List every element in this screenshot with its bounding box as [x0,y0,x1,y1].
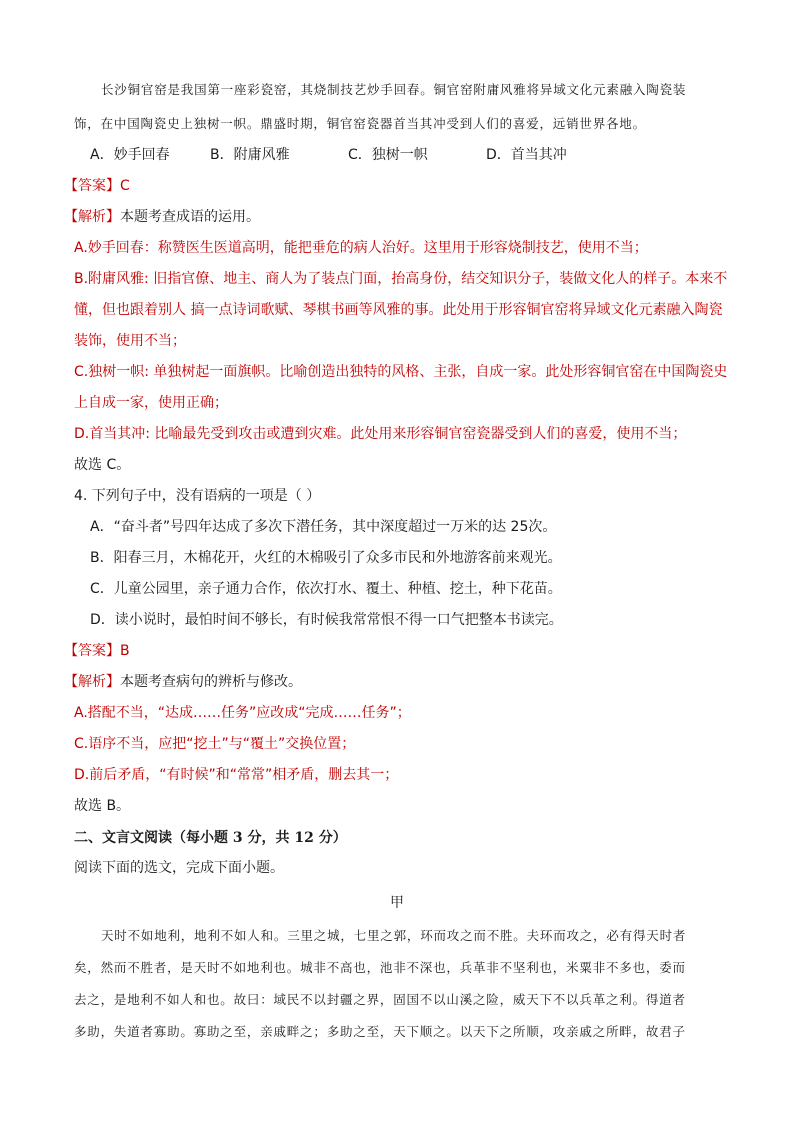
q4-analysis-line-a: A.搭配不当，“达成……任务”应改成“完成……任务”； [74,705,411,721]
q3-option-a: A．妙手回春 [90,147,170,163]
section-instruction: 阅读下面的选文，完成下面小题。 [74,860,284,876]
q4-option-d: D．读小说时，最怕时间不够长，有时候我常常恨不得一口气把整本书读完。 [90,612,563,628]
q4-answer [64,641,130,661]
q3-analysis-intro [64,207,260,227]
analysis-intro-text: 本题考查病句的辨析与修改。 [120,674,302,690]
q3-analysis-line-b2: 懂，但也跟着别人 搞一点诗词歌赋、琴棋书画等风雅的事。此处用于形容铜官窑将异域文化元素融入陶瓷 [74,302,723,318]
q4-option-a: A．“奋斗者”号四年达成了多次下潜任务，其中深度超过一万米的达 25次。 [90,519,557,535]
q3-passage-line-2: 饰，在中国陶瓷史上独树一帜。鼎盛时期，铜官窑瓷器首当其冲受到人们的喜爱，远销世界各地。 [74,116,646,131]
passage-line-3: 去之，是地利不如人和也。故曰：域民不以封疆之界，固国不以山溪之险，威天下不以兵革之利。得道者 [74,992,686,1007]
analysis-intro-text: 本题考查成语的运用。 [120,209,260,225]
analysis-label: 【解析】 [64,209,120,225]
q3-analysis-line-c1: C.独树一帜: 单独树起一面旗帜。比喻创造出独特的风格、主张，自成一家。此处形容铜官窑在中国陶瓷史 [74,364,728,380]
q3-option-c: C．独树一帜 [348,147,428,163]
q3-conclusion: 故选 C。 [74,457,131,473]
q3-analysis-line-d: D.首当其冲: 比喻最先受到攻击或遭到灾难。此处用来形容铜官窑瓷器受到人们的喜爱，使用不当； [74,426,687,442]
q4-option-c: C．儿童公园里，亲子通力合作，依次打水、覆土、种植、挖土，种下花苗。 [90,581,562,597]
q4-conclusion: 故选 B。 [74,798,131,814]
q4-analysis-intro [64,672,302,692]
answer-value: C [120,178,130,194]
section-heading: 二、文言文阅读（每小题 3 分，共 12 分） [74,830,347,846]
answer-value: B [120,643,130,659]
q4-stem: 4. 下列句子中，没有语病的一项是（ ） [74,488,321,504]
q3-analysis-line-a: A.妙手回春：称赞医生医道高明，能把垂危的病人治好。这里用于形容烧制技艺，使用不当； [74,240,648,256]
q4-analysis-line-c: C.语序不当，应把“挖土”与“覆土”交换位置； [74,736,356,752]
q3-analysis-line-b3: 装饰，使用不当； [74,333,186,349]
q3-option-b: B．附庸风雅 [210,147,290,163]
passage-title: 甲 [390,895,404,911]
q3-analysis-line-b1: B.附庸风雅: 旧指官僚、地主、商人为了装点门面，抬高身份，结交知识分子，装做文化人的样子。本来不 [74,271,728,287]
analysis-label: 【解析】 [64,674,120,690]
q3-passage-line-1: 长沙铜官窑是我国第一座彩瓷窑，其烧制技艺炒手回春。铜官窑附庸风雅将异域文化元素融入陶瓷装 [101,82,687,97]
q3-answer [64,176,130,196]
passage-line-2: 矣，然而不胜者，是天时不如地利也。城非不高也，池非不深也，兵革非不坚利也，米粟非不多也，委而 [74,960,686,975]
passage-line-4: 多助，失道者寡助。寡助之至，亲戚畔之；多助之至，天下顺之。以天下之所顺，攻亲戚之所畔，故君子 [74,1024,686,1039]
q3-option-d: D．首当其冲 [486,147,567,163]
passage-line-1: 天时不如地利，地利不如人和。三里之城，七里之郭，环而攻之而不胜。夫环而攻之，必有得天时者 [101,928,687,943]
q3-analysis-line-c2: 上自成一家，使用正确； [74,395,228,411]
answer-label: 【答案】 [64,643,120,659]
answer-label: 【答案】 [64,178,120,194]
q4-analysis-line-d: D.前后矛盾，“有时候”和“常常”相矛盾，删去其一； [74,767,399,783]
q4-option-b: B．阳春三月，木棉花开，火红的木棉吸引了众多市民和外地游客前来观光。 [90,550,562,566]
